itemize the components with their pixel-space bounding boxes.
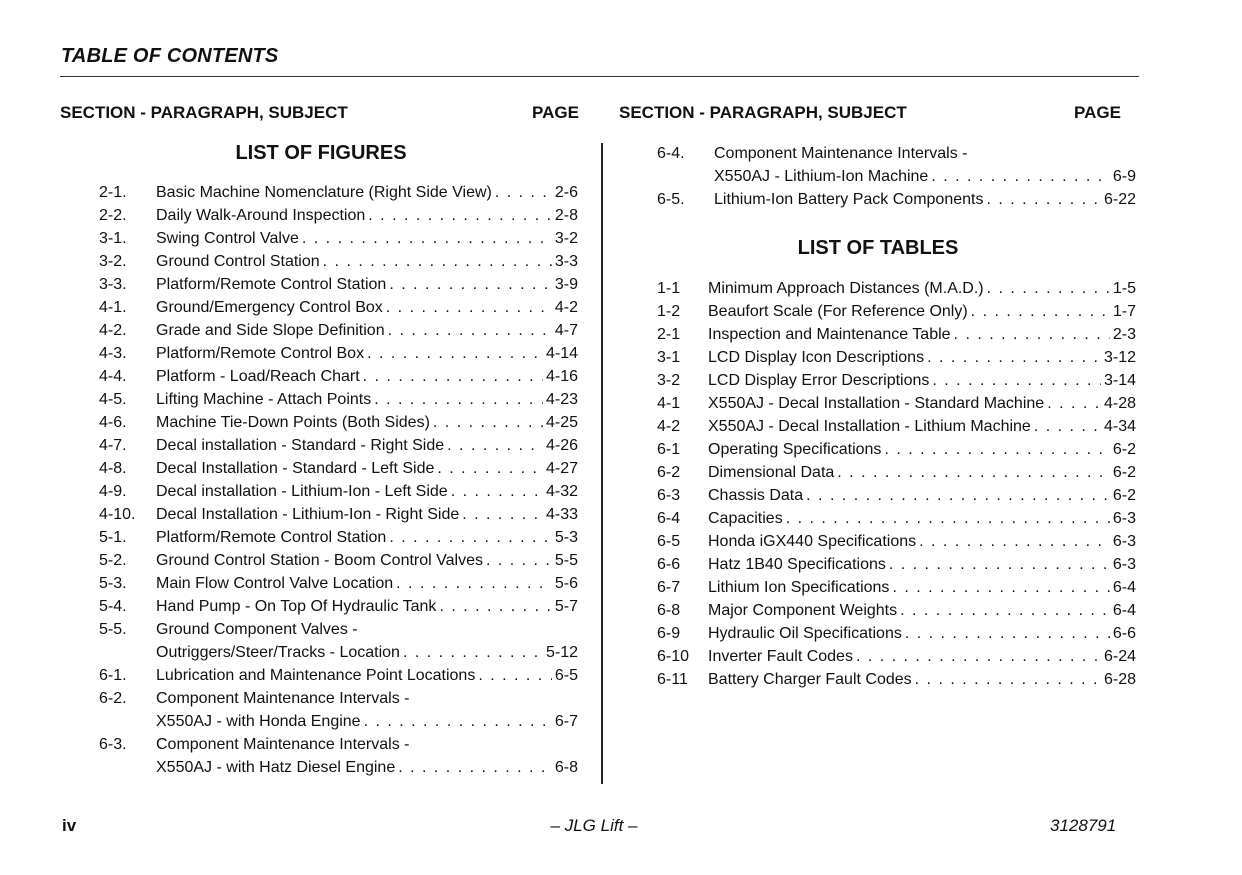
toc-entry-number: 4-10. bbox=[99, 506, 136, 523]
toc-leader-dots bbox=[856, 645, 1101, 668]
toc-entry-number: 6-1 bbox=[657, 441, 681, 458]
toc-entry-number: 4-6. bbox=[99, 414, 127, 431]
toc-entry-number: 4-1 bbox=[657, 395, 681, 412]
toc-entry-page: 6-9 bbox=[1112, 168, 1136, 185]
toc-entry-number: 4-5. bbox=[99, 391, 127, 408]
toc-entry bbox=[99, 273, 578, 296]
toc-entry-page: 6-6 bbox=[1112, 625, 1136, 642]
toc-leader-dots bbox=[900, 599, 1110, 622]
toc-entry bbox=[657, 323, 1136, 346]
toc-entry-number: 3-2. bbox=[99, 253, 127, 270]
toc-leader-dots bbox=[486, 549, 552, 572]
toc-entry-number: 4-8. bbox=[99, 460, 127, 477]
toc-leader-dots bbox=[462, 503, 543, 526]
toc-entry-page: 4-23 bbox=[545, 391, 578, 408]
tables-list bbox=[657, 277, 1136, 691]
toc-leader-dots bbox=[439, 595, 551, 618]
toc-entry bbox=[99, 733, 578, 779]
toc-entry-number: 4-2 bbox=[657, 418, 681, 435]
toc-entry-page: 6-3 bbox=[1112, 510, 1136, 527]
toc-entry-title: Decal Installation - Standard - Left Side bbox=[156, 460, 435, 477]
toc-entry-number: 5-4. bbox=[99, 598, 127, 615]
toc-leader-dots bbox=[396, 572, 552, 595]
toc-entry-page: 4-25 bbox=[545, 414, 578, 431]
toc-leader-dots bbox=[302, 227, 552, 250]
toc-entry-number: 6-2 bbox=[657, 464, 681, 481]
toc-leader-dots bbox=[323, 250, 552, 273]
toc-entry-number: 6-3. bbox=[99, 736, 127, 753]
toc-leader-dots bbox=[837, 461, 1110, 484]
toc-entry bbox=[99, 503, 578, 526]
toc-leader-dots bbox=[364, 710, 552, 733]
toc-leader-dots bbox=[1034, 415, 1101, 438]
toc-entry-title: Capacities bbox=[708, 510, 783, 527]
toc-entry-number: 3-2 bbox=[657, 372, 681, 389]
toc-entry-title: Swing Control Valve bbox=[156, 230, 299, 247]
toc-entry-title: Platform/Remote Control Box bbox=[156, 345, 365, 362]
toc-entry-title: Lithium Ion Specifications bbox=[708, 579, 890, 596]
toc-entry-page: 1-5 bbox=[1112, 280, 1136, 297]
toc-entry-number: 4-1. bbox=[99, 299, 127, 316]
toc-entry-number: 6-1. bbox=[99, 667, 127, 684]
title-rule bbox=[60, 76, 1139, 77]
toc-entry bbox=[99, 618, 578, 664]
toc-entry-page: 5-3 bbox=[554, 529, 578, 546]
toc-entry-page: 4-34 bbox=[1103, 418, 1136, 435]
toc-entry-title: Lubrication and Maintenance Point Locations bbox=[156, 667, 476, 684]
toc-entry bbox=[657, 622, 1136, 645]
toc-entry-title: Minimum Approach Distances (M.A.D.) bbox=[708, 280, 984, 297]
toc-leader-dots bbox=[403, 641, 543, 664]
toc-leader-dots bbox=[495, 181, 552, 204]
toc-entry-title: Ground/Emergency Control Box bbox=[156, 299, 383, 316]
figures-list bbox=[99, 181, 578, 779]
toc-entry-title: Honda iGX440 Specifications bbox=[708, 533, 917, 550]
toc-entry bbox=[657, 484, 1136, 507]
toc-leader-dots bbox=[954, 323, 1110, 346]
toc-entry bbox=[657, 438, 1136, 461]
toc-entry-number: 6-5 bbox=[657, 533, 681, 550]
toc-entry-title: Platform/Remote Control Station bbox=[156, 276, 387, 293]
toc-entry bbox=[657, 415, 1136, 438]
toc-entry bbox=[657, 188, 1136, 211]
toc-leader-dots bbox=[437, 457, 543, 480]
toc-leader-dots bbox=[806, 484, 1110, 507]
toc-entry bbox=[99, 411, 578, 434]
toc-entry-title: X550AJ - with Honda Engine bbox=[156, 713, 361, 730]
toc-entry bbox=[657, 576, 1136, 599]
toc-entry-page: 2-3 bbox=[1112, 326, 1136, 343]
toc-leader-dots bbox=[915, 668, 1101, 691]
toc-entry-title: Daily Walk-Around Inspection bbox=[156, 207, 366, 224]
toc-leader-dots bbox=[892, 576, 1109, 599]
toc-entry-number: 4-7. bbox=[99, 437, 127, 454]
toc-entry bbox=[99, 549, 578, 572]
toc-entry-title: Platform/Remote Control Station bbox=[156, 529, 387, 546]
toc-entry-number: 6-4 bbox=[657, 510, 681, 527]
toc-entry-title: Outriggers/Steer/Tracks - Location bbox=[156, 644, 400, 661]
toc-entry-title: Hand Pump - On Top Of Hydraulic Tank bbox=[156, 598, 437, 615]
toc-entry bbox=[657, 553, 1136, 576]
toc-entry-title: Lifting Machine - Attach Points bbox=[156, 391, 372, 408]
toc-entry-title: Decal installation - Lithium-Ion - Left Side bbox=[156, 483, 448, 500]
toc-entry-number: 2-1. bbox=[99, 184, 127, 201]
toc-entry-number: 6-2. bbox=[99, 690, 127, 707]
toc-entry-page: 6-24 bbox=[1103, 648, 1136, 665]
toc-entry-page: 3-14 bbox=[1103, 372, 1136, 389]
toc-entry-page: 6-3 bbox=[1112, 556, 1136, 573]
toc-entry bbox=[99, 595, 578, 618]
toc-entry-title: Hatz 1B40 Specifications bbox=[708, 556, 886, 573]
toc-entry bbox=[99, 572, 578, 595]
toc-leader-dots bbox=[932, 369, 1101, 392]
toc-leader-dots bbox=[478, 664, 552, 687]
toc-entry-page: 6-2 bbox=[1112, 464, 1136, 481]
footer-document-number: 3128791 bbox=[1050, 816, 1117, 835]
toc-entry-number: 6-3 bbox=[657, 487, 681, 504]
toc-entry-page: 3-3 bbox=[554, 253, 578, 270]
toc-entry-page: 3-9 bbox=[554, 276, 578, 293]
toc-entry-title: Dimensional Data bbox=[708, 464, 835, 481]
toc-entry bbox=[657, 668, 1136, 691]
toc-leader-dots bbox=[971, 300, 1110, 323]
toc-entry-title: X550AJ - Decal Installation - Lithium Machine bbox=[708, 418, 1031, 435]
toc-entry bbox=[99, 342, 578, 365]
toc-entry-number: 5-3. bbox=[99, 575, 127, 592]
toc-leader-dots bbox=[367, 342, 543, 365]
toc-entry-number: 6-5. bbox=[657, 191, 685, 208]
toc-entry-page: 6-7 bbox=[554, 713, 578, 730]
toc-leader-dots bbox=[927, 346, 1101, 369]
toc-entry-page: 4-2 bbox=[554, 299, 578, 316]
toc-entry-page: 6-28 bbox=[1103, 671, 1136, 688]
toc-entry-title: Decal Installation - Lithium-Ion - Right Side bbox=[156, 506, 460, 523]
toc-leader-dots bbox=[389, 273, 552, 296]
toc-entry-page: 4-27 bbox=[545, 460, 578, 477]
toc-leader-dots bbox=[884, 438, 1109, 461]
toc-entry-page: 4-7 bbox=[554, 322, 578, 339]
toc-entry-title: Chassis Data bbox=[708, 487, 804, 504]
toc-entry-title: LCD Display Error Descriptions bbox=[708, 372, 930, 389]
toc-leader-dots bbox=[447, 434, 543, 457]
toc-entry-title: Basic Machine Nomenclature (Right Side View) bbox=[156, 184, 492, 201]
toc-entry bbox=[657, 392, 1136, 415]
toc-leader-dots bbox=[987, 277, 1110, 300]
toc-entry-page: 6-4 bbox=[1112, 579, 1136, 596]
toc-entry bbox=[99, 526, 578, 549]
toc-entry-title: X550AJ - Decal Installation - Standard Machine bbox=[708, 395, 1045, 412]
toc-leader-dots bbox=[986, 188, 1101, 211]
toc-entry bbox=[99, 388, 578, 411]
toc-entry bbox=[657, 300, 1136, 323]
toc-entry-page: 5-12 bbox=[545, 644, 578, 661]
footer-center-text: – JLG Lift – bbox=[550, 816, 638, 835]
list-of-figures-heading: LIST OF FIGURES bbox=[235, 142, 407, 164]
toc-entry bbox=[99, 687, 578, 733]
toc-entry-page: 3-12 bbox=[1103, 349, 1136, 366]
toc-entry bbox=[99, 250, 578, 273]
right-column-header-subject: SECTION - PARAGRAPH, SUBJECT bbox=[619, 103, 907, 122]
toc-entry-title: Hydraulic Oil Specifications bbox=[708, 625, 902, 642]
left-column-header-subject: SECTION - PARAGRAPH, SUBJECT bbox=[60, 103, 348, 122]
toc-leader-dots bbox=[905, 622, 1110, 645]
toc-entry-title: X550AJ - with Hatz Diesel Engine bbox=[156, 759, 396, 776]
toc-entry bbox=[99, 319, 578, 342]
toc-entry-title: Main Flow Control Valve Location bbox=[156, 575, 394, 592]
toc-entry bbox=[99, 365, 578, 388]
toc-entry-page: 5-5 bbox=[554, 552, 578, 569]
toc-leader-dots bbox=[786, 507, 1110, 530]
toc-entry bbox=[99, 480, 578, 503]
toc-leader-dots bbox=[919, 530, 1110, 553]
toc-leader-dots bbox=[1047, 392, 1101, 415]
toc-entry bbox=[657, 142, 1136, 188]
toc-entry-page: 5-7 bbox=[554, 598, 578, 615]
toc-entry bbox=[657, 507, 1136, 530]
toc-leader-dots bbox=[386, 296, 552, 319]
toc-entry-number: 4-2. bbox=[99, 322, 127, 339]
toc-entry bbox=[657, 599, 1136, 622]
toc-entry bbox=[657, 645, 1136, 668]
toc-entry-number: 3-1 bbox=[657, 349, 681, 366]
page-title: TABLE OF CONTENTS bbox=[61, 45, 279, 67]
toc-entry-title: Lithium-Ion Battery Pack Components bbox=[714, 191, 984, 208]
toc-entry-number: 1-1 bbox=[657, 280, 681, 297]
toc-entry-number: 3-1. bbox=[99, 230, 127, 247]
toc-entry bbox=[657, 346, 1136, 369]
toc-leader-dots bbox=[398, 756, 552, 779]
right-column-header-page: PAGE bbox=[1074, 103, 1121, 122]
toc-entry-title: Ground Control Station bbox=[156, 253, 320, 270]
toc-entry-page: 6-2 bbox=[1112, 487, 1136, 504]
left-column-header-page: PAGE bbox=[532, 103, 579, 122]
toc-entry-page: 2-6 bbox=[554, 184, 578, 201]
toc-leader-dots bbox=[389, 526, 552, 549]
footer-page-number: iv bbox=[62, 816, 77, 835]
toc-entry-page: 4-32 bbox=[545, 483, 578, 500]
toc-leader-dots bbox=[374, 388, 543, 411]
toc-entry-page: 4-26 bbox=[545, 437, 578, 454]
toc-entry-title: Component Maintenance Intervals - bbox=[156, 736, 410, 753]
toc-entry-number: 3-3. bbox=[99, 276, 127, 293]
toc-entry-title: Platform - Load/Reach Chart bbox=[156, 368, 360, 385]
toc-entry-number: 6-8 bbox=[657, 602, 681, 619]
toc-entry bbox=[657, 277, 1136, 300]
toc-leader-dots bbox=[433, 411, 543, 434]
toc-entry-title: Battery Charger Fault Codes bbox=[708, 671, 912, 688]
toc-entry-page: 6-2 bbox=[1112, 441, 1136, 458]
toc-entry bbox=[99, 434, 578, 457]
toc-entry-title: Grade and Side Slope Definition bbox=[156, 322, 385, 339]
toc-entry-number: 1-2 bbox=[657, 303, 681, 320]
toc-entry-title: Beaufort Scale (For Reference Only) bbox=[708, 303, 968, 320]
toc-entry-page: 1-7 bbox=[1112, 303, 1136, 320]
toc-entry bbox=[99, 296, 578, 319]
toc-entry-number: 6-7 bbox=[657, 579, 681, 596]
toc-leader-dots bbox=[388, 319, 552, 342]
toc-entry-title: Inverter Fault Codes bbox=[708, 648, 853, 665]
toc-entry-page: 2-8 bbox=[554, 207, 578, 224]
toc-entry bbox=[657, 461, 1136, 484]
toc-entry-page: 6-4 bbox=[1112, 602, 1136, 619]
toc-entry-number: 5-5. bbox=[99, 621, 127, 638]
toc-entry bbox=[99, 181, 578, 204]
toc-entry-page: 6-22 bbox=[1103, 191, 1136, 208]
toc-entry-title: Decal installation - Standard - Right Side bbox=[156, 437, 445, 454]
toc-entry-number: 4-9. bbox=[99, 483, 127, 500]
toc-entry-title: Ground Component Valves - bbox=[156, 621, 358, 638]
toc-leader-dots bbox=[889, 553, 1110, 576]
toc-leader-dots bbox=[931, 165, 1110, 188]
column-divider bbox=[601, 143, 603, 784]
toc-entry-page: 6-8 bbox=[554, 759, 578, 776]
toc-entry-number: 6-10 bbox=[657, 648, 690, 665]
toc-entry-title: Operating Specifications bbox=[708, 441, 882, 458]
toc-entry-title: Inspection and Maintenance Table bbox=[708, 326, 951, 343]
toc-entry-number: 5-1. bbox=[99, 529, 127, 546]
toc-entry-page: 4-33 bbox=[545, 506, 578, 523]
toc-entry bbox=[99, 227, 578, 250]
toc-entry-title: Machine Tie-Down Points (Both Sides) bbox=[156, 414, 430, 431]
toc-leader-dots bbox=[368, 204, 552, 227]
toc-entry bbox=[99, 457, 578, 480]
toc-entry-number: 6-6 bbox=[657, 556, 681, 573]
toc-entry-title: Component Maintenance Intervals - bbox=[156, 690, 410, 707]
list-of-tables-heading: LIST OF TABLES bbox=[797, 237, 959, 259]
toc-entry-page: 6-3 bbox=[1112, 533, 1136, 550]
toc-leader-dots bbox=[451, 480, 543, 503]
toc-entry-number: 4-3. bbox=[99, 345, 127, 362]
toc-entry-page: 5-6 bbox=[554, 575, 578, 592]
toc-entry-number: 4-4. bbox=[99, 368, 127, 385]
toc-entry-title: Ground Control Station - Boom Control Valves bbox=[156, 552, 483, 569]
toc-entry-title: X550AJ - Lithium-Ion Machine bbox=[714, 168, 929, 185]
toc-entry-number: 6-9 bbox=[657, 625, 681, 642]
toc-entry bbox=[99, 204, 578, 227]
toc-entry-number: 6-4. bbox=[657, 145, 685, 162]
toc-entry-page: 3-2 bbox=[554, 230, 578, 247]
toc-entry bbox=[657, 369, 1136, 392]
toc-entry-page: 4-14 bbox=[545, 345, 578, 362]
toc-entry bbox=[99, 664, 578, 687]
toc-entry-title: Component Maintenance Intervals - bbox=[714, 145, 968, 162]
toc-entry-number: 6-11 bbox=[657, 671, 688, 688]
toc-entry bbox=[657, 530, 1136, 553]
figures-continued-list bbox=[657, 142, 1136, 211]
toc-entry-number: 2-1 bbox=[657, 326, 681, 343]
toc-entry-page: 4-28 bbox=[1103, 395, 1136, 412]
toc-entry-number: 5-2. bbox=[99, 552, 127, 569]
toc-entry-title: Major Component Weights bbox=[708, 602, 898, 619]
toc-entry-number: 2-2. bbox=[99, 207, 127, 224]
toc-entry-page: 4-16 bbox=[545, 368, 578, 385]
toc-entry-title: LCD Display Icon Descriptions bbox=[708, 349, 925, 366]
toc-leader-dots bbox=[363, 365, 543, 388]
toc-entry-page: 6-5 bbox=[554, 667, 578, 684]
